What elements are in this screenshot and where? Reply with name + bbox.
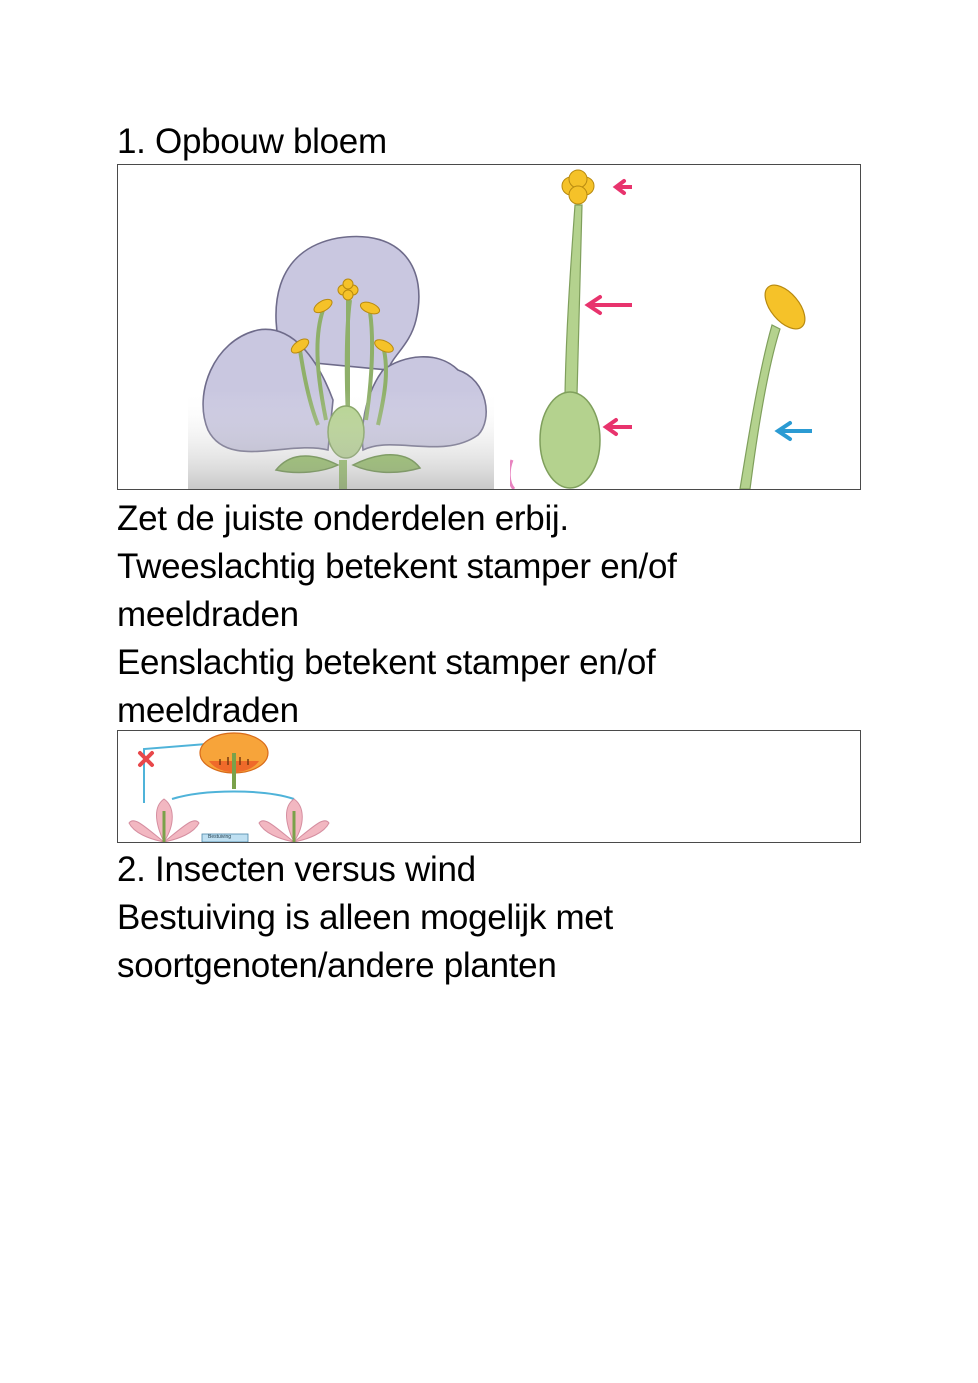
pollination-diagram-image xyxy=(124,731,330,842)
stamen-diagram-image xyxy=(710,267,812,489)
flower-diagram-image xyxy=(188,220,494,490)
pollination-frame xyxy=(117,730,861,843)
tweeslachtig-statement-line-1: Tweeslachtig betekent stamper en/of xyxy=(117,547,677,586)
instruction-text: Zet de juiste onderdelen erbij. xyxy=(117,499,569,538)
flower-structure-frame xyxy=(117,164,861,490)
pollination-diagram-label: Bestuiving xyxy=(208,834,232,840)
bestuiving-statement-line-2: soortgenoten/andere planten xyxy=(117,946,557,985)
section-heading-opbouw-bloem: 1. Opbouw bloem xyxy=(117,122,387,161)
section-heading-insecten-versus-wind: 2. Insecten versus wind xyxy=(117,850,476,889)
tweeslachtig-statement-line-2: meeldraden xyxy=(117,595,299,634)
eenslachtig-statement-line-1: Eenslachtig betekent stamper en/of xyxy=(117,643,656,682)
pistil-diagram-image xyxy=(510,165,632,489)
eenslachtig-statement-line-2: meeldraden xyxy=(117,691,299,730)
bestuiving-statement-line-1: Bestuiving is alleen mogelijk met xyxy=(117,898,613,937)
